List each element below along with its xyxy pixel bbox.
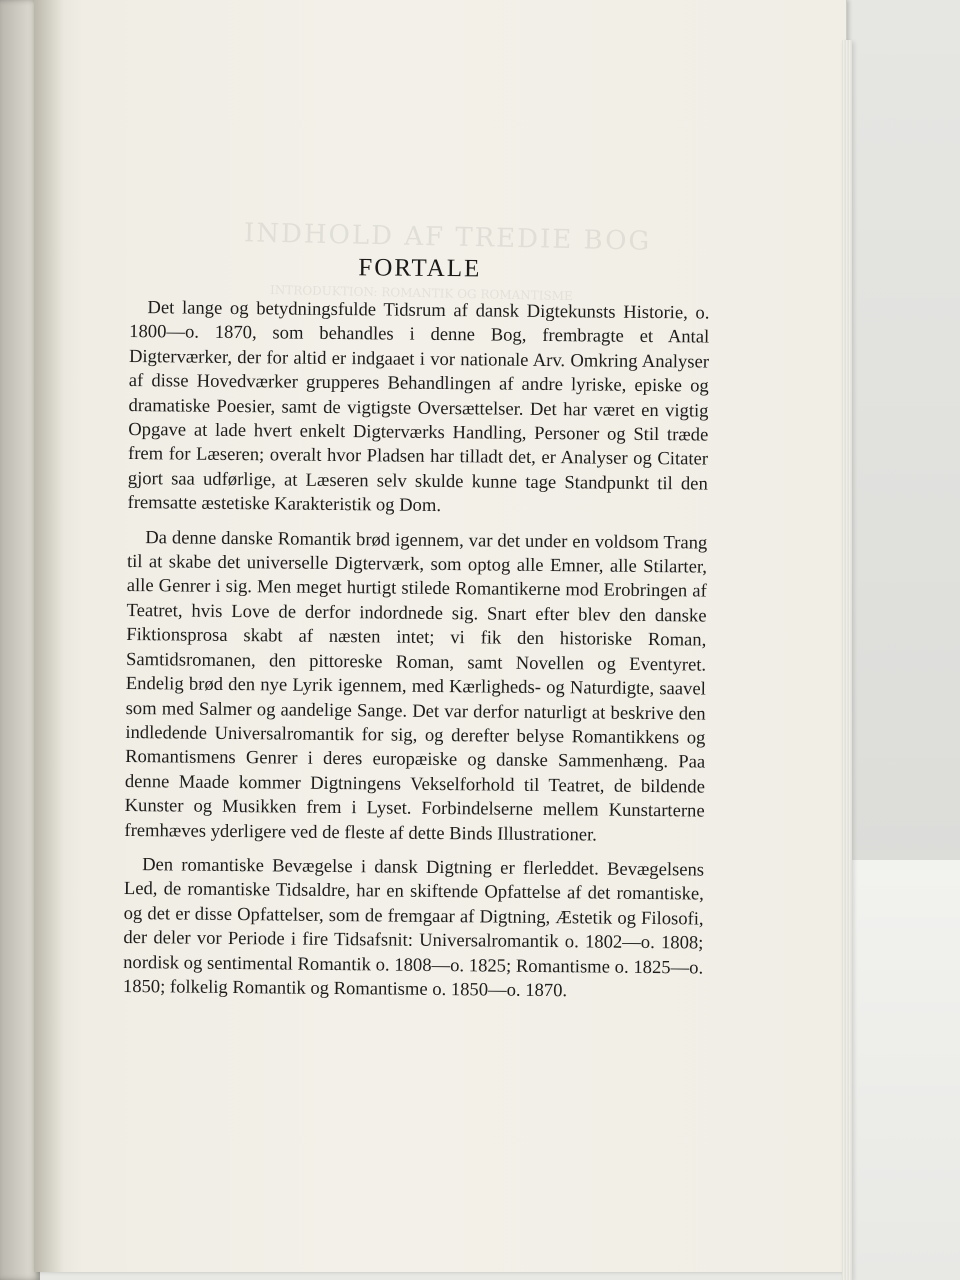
page-stack-edges [842, 40, 852, 1280]
paragraph: Den romantiske Bevægelse i dansk Digtning er flerleddet. Bevægelsens Led, de romantiske Tidsaldre, har en skiftende Opfattelse af det romantiske, og det er disse Opfattelser, som de fremgaar af Digtning, Æstetik og Filosofi, der deler vor Periode i fire Tidsafsnit: Universalromantik o. 1802—o. 1808; nordisk og sentimental Romantik o. 1808—o. 1825; Romantisme o. 1825—o. 1850; folkelig Romantik og Romantisme o. 1850—o. 1870. [122, 854, 705, 1002]
gutter-shadow [34, 0, 64, 1272]
paragraph: Det lange og betydningsfulde Tidsrum af dansk Digtekunsts Historie, o. 1800—o. 1870, som behandles i denne Bog, frembragte et Antal Digterværker, der for altid er indgaaet i vor nationale Arv. Omkring Analyser af disse Hovedværker grupperes Behandlingen af andre lyriske, episke og dramatiske Poesier, samt de vigtigste Oversættelser. Det har været en vigtig Opgave at lade hvert enkelt Digterværks Handling, Personer og Stil træde frem for Læseren; overalt hvor Pladsen har tilladt det, er Analyser og Citater gjort saa udførlige, at Læseren selv skulde kunne tage Standpunkt til den fremsatte æstetiske Karakteristik og Dom. [127, 297, 710, 517]
paragraph: Da denne danske Romantik brød igennem, var det under en voldsom Trang til at skabe det universelle Digterværk, som optog alle Emner, alle Stilarter, alle Genrer i sig. Men meget hurtigt stilede Romantikerne mod Erobringen af Teatret, hvis Love de derfor indordnede sig. Snart efter blev den danske Fiktionsprosa skabt af næsten intet; vi fik den historiske Roman, Samtidsromanen, den pittoreske Roman, samt Novellen og Eventyret. Endelig brød den nye Lyrik igennem, med Kærligheds- og Naturdigte, saavel som med Salmer og aandelige Sange. Det var derfor naturligt at beskrive den indledende Universalromantik for sig, og derefter belyse Romantikkens og Romantismens Genrer i deres europæiske og danske Sammenhæng. Paa denne Maade kommer Digtningens Vekselforhold til Teatret, de bildende Kunster og Musikken frem i Lyset. Forbindelserne mellem Kunstarterne fremhæves yderligere ved de fleste af dette Binds Illustrationer. [124, 526, 708, 846]
preface-text-block [123, 252, 710, 1015]
page-title: FORTALE [358, 254, 482, 283]
bleed-through-heading: INDHOLD AF TREDIE BOG [243, 218, 652, 257]
bleed-through-subheading: INTRODUKTION: ROMANTIK OG ROMANTISME [269, 282, 573, 304]
